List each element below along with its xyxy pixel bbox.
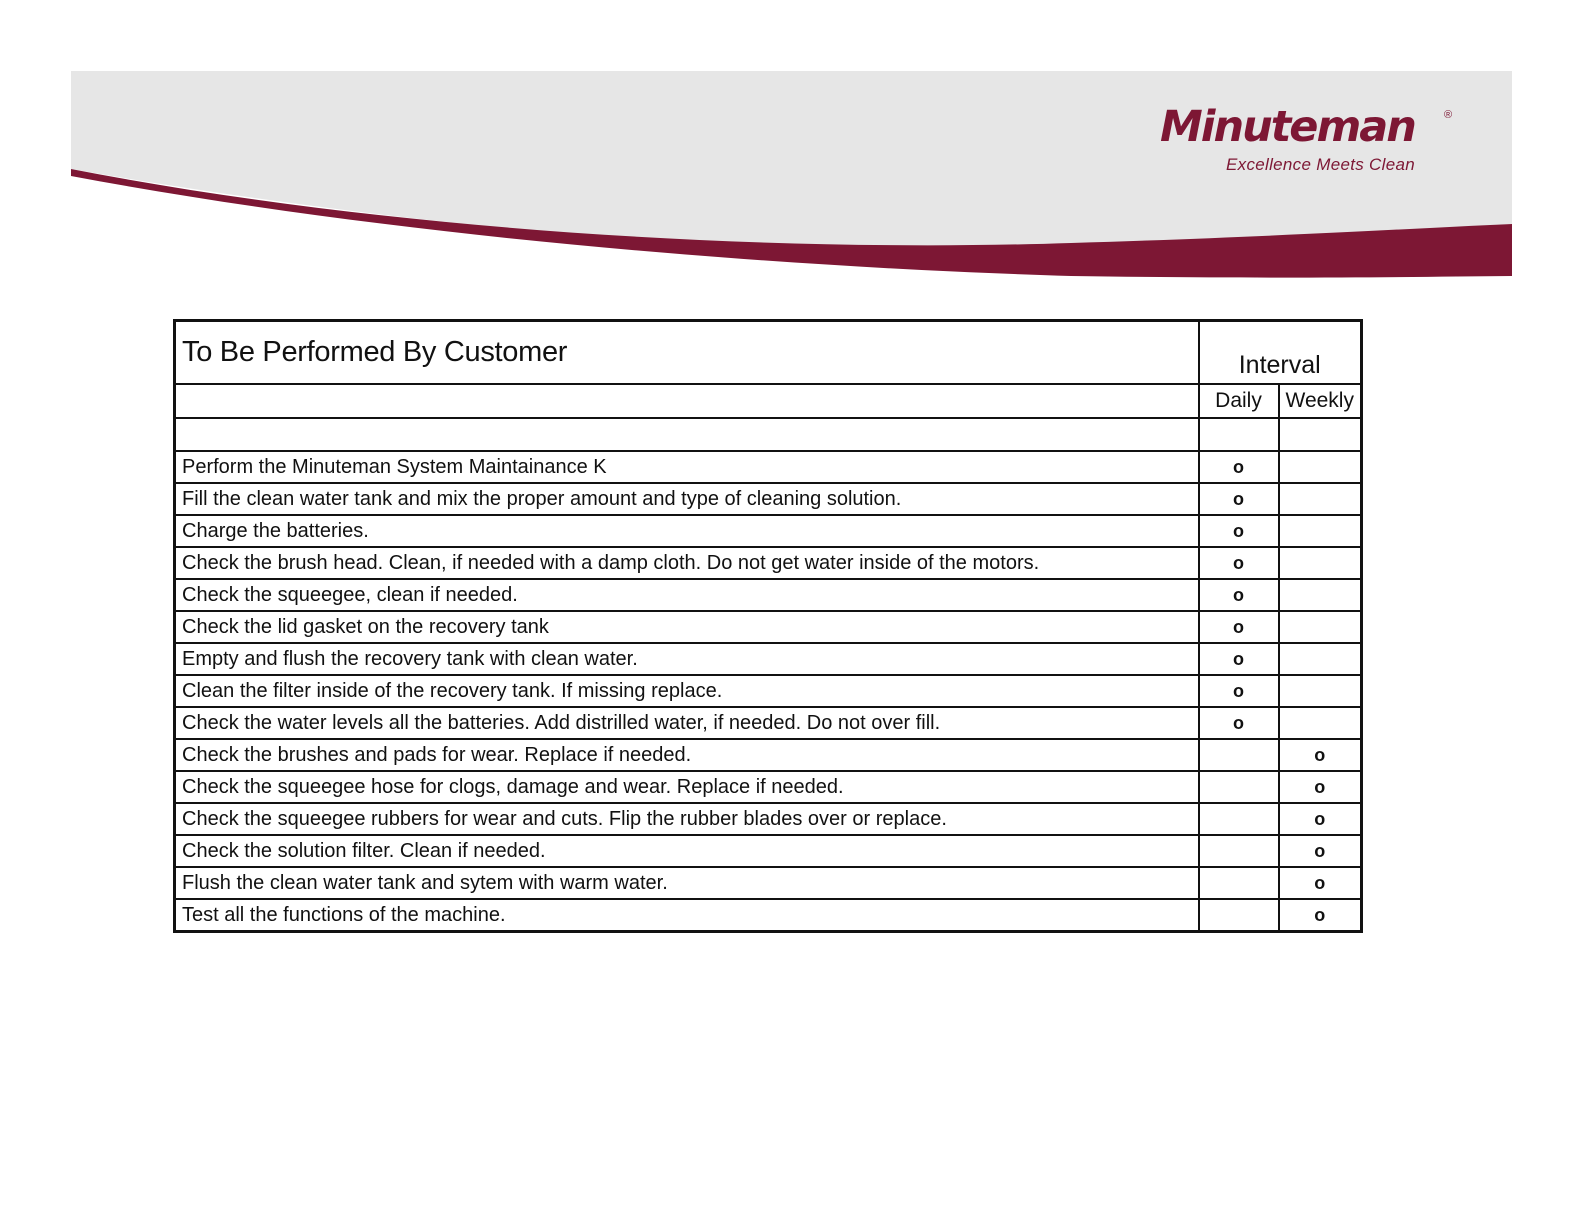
weekly-mark: o — [1279, 771, 1362, 803]
task-cell: Check the solution filter. Clean if needed. — [175, 835, 1199, 867]
table-row — [175, 611, 1362, 643]
task-cell: Empty and flush the recovery tank with clean water. — [175, 643, 1199, 675]
task-cell: Check the brush head. Clean, if needed with a damp cloth. Do not get water inside of the motors. — [175, 547, 1199, 579]
daily-mark — [1199, 835, 1279, 867]
table-row — [175, 643, 1362, 675]
table-row — [175, 739, 1362, 771]
blank-cell — [1279, 418, 1362, 451]
daily-mark — [1199, 867, 1279, 899]
table-row — [175, 835, 1362, 867]
table-row — [175, 515, 1362, 547]
registered-mark: ® — [1444, 109, 1453, 121]
table-row — [175, 483, 1362, 515]
weekly-mark: o — [1279, 803, 1362, 835]
task-cell: Check the squeegee, clean if needed. — [175, 579, 1199, 611]
weekly-mark: o — [1279, 739, 1362, 771]
table-row — [175, 675, 1362, 707]
task-cell: Check the lid gasket on the recovery tank — [175, 611, 1199, 643]
table-row — [175, 771, 1362, 803]
table-title-row — [175, 321, 1362, 385]
daily-mark — [1199, 771, 1279, 803]
weekly-mark — [1279, 515, 1362, 547]
weekly-mark — [1279, 451, 1362, 483]
brand-logo — [1160, 103, 1460, 183]
daily-mark: o — [1199, 547, 1279, 579]
daily-mark: o — [1199, 675, 1279, 707]
task-cell: Check the water levels all the batteries. Add distrilled water, if needed. Do not over fill. — [175, 707, 1199, 739]
table-title: To Be Performed By Customer — [175, 321, 1199, 385]
daily-mark — [1199, 899, 1279, 932]
daily-mark: o — [1199, 515, 1279, 547]
table-row — [175, 579, 1362, 611]
daily-mark: o — [1199, 611, 1279, 643]
task-cell: Check the brushes and pads for wear. Replace if needed. — [175, 739, 1199, 771]
task-cell: Check the squeegee rubbers for wear and cuts. Flip the rubber blades over or replace. — [175, 803, 1199, 835]
weekly-mark — [1279, 643, 1362, 675]
daily-mark: o — [1199, 707, 1279, 739]
blank-row — [175, 418, 1362, 451]
task-cell: Flush the clean water tank and sytem with warm water. — [175, 867, 1199, 899]
table-row — [175, 803, 1362, 835]
daily-mark: o — [1199, 579, 1279, 611]
table-row — [175, 899, 1362, 932]
maintenance-schedule-table — [173, 319, 1363, 933]
brand-name: Minuteman — [1160, 102, 1415, 152]
task-cell: Perform the Minuteman System Maintainance K — [175, 451, 1199, 483]
table-row — [175, 547, 1362, 579]
table-row — [175, 867, 1362, 899]
weekly-header: Weekly — [1279, 384, 1362, 418]
task-cell: Charge the batteries. — [175, 515, 1199, 547]
task-cell: Test all the functions of the machine. — [175, 899, 1199, 932]
blank-cell — [1199, 418, 1279, 451]
daily-mark: o — [1199, 483, 1279, 515]
weekly-mark: o — [1279, 899, 1362, 932]
weekly-mark — [1279, 483, 1362, 515]
daily-mark — [1199, 803, 1279, 835]
weekly-mark — [1279, 547, 1362, 579]
daily-mark: o — [1199, 643, 1279, 675]
task-cell: Fill the clean water tank and mix the proper amount and type of cleaning solution. — [175, 483, 1199, 515]
daily-mark: o — [1199, 451, 1279, 483]
blank-cell — [175, 418, 1199, 451]
weekly-mark — [1279, 707, 1362, 739]
task-cell: Check the squeegee hose for clogs, damage and wear. Replace if needed. — [175, 771, 1199, 803]
interval-header: Interval — [1199, 321, 1362, 385]
blank-cell — [175, 384, 1199, 418]
weekly-mark: o — [1279, 867, 1362, 899]
interval-subheader-row — [175, 384, 1362, 418]
weekly-mark: o — [1279, 835, 1362, 867]
brand-tagline: Excellence Meets Clean — [1226, 155, 1415, 174]
daily-header: Daily — [1199, 384, 1279, 418]
weekly-mark — [1279, 611, 1362, 643]
daily-mark — [1199, 739, 1279, 771]
weekly-mark — [1279, 579, 1362, 611]
task-cell: Clean the filter inside of the recovery tank. If missing replace. — [175, 675, 1199, 707]
table-row — [175, 707, 1362, 739]
weekly-mark — [1279, 675, 1362, 707]
table-row — [175, 451, 1362, 483]
